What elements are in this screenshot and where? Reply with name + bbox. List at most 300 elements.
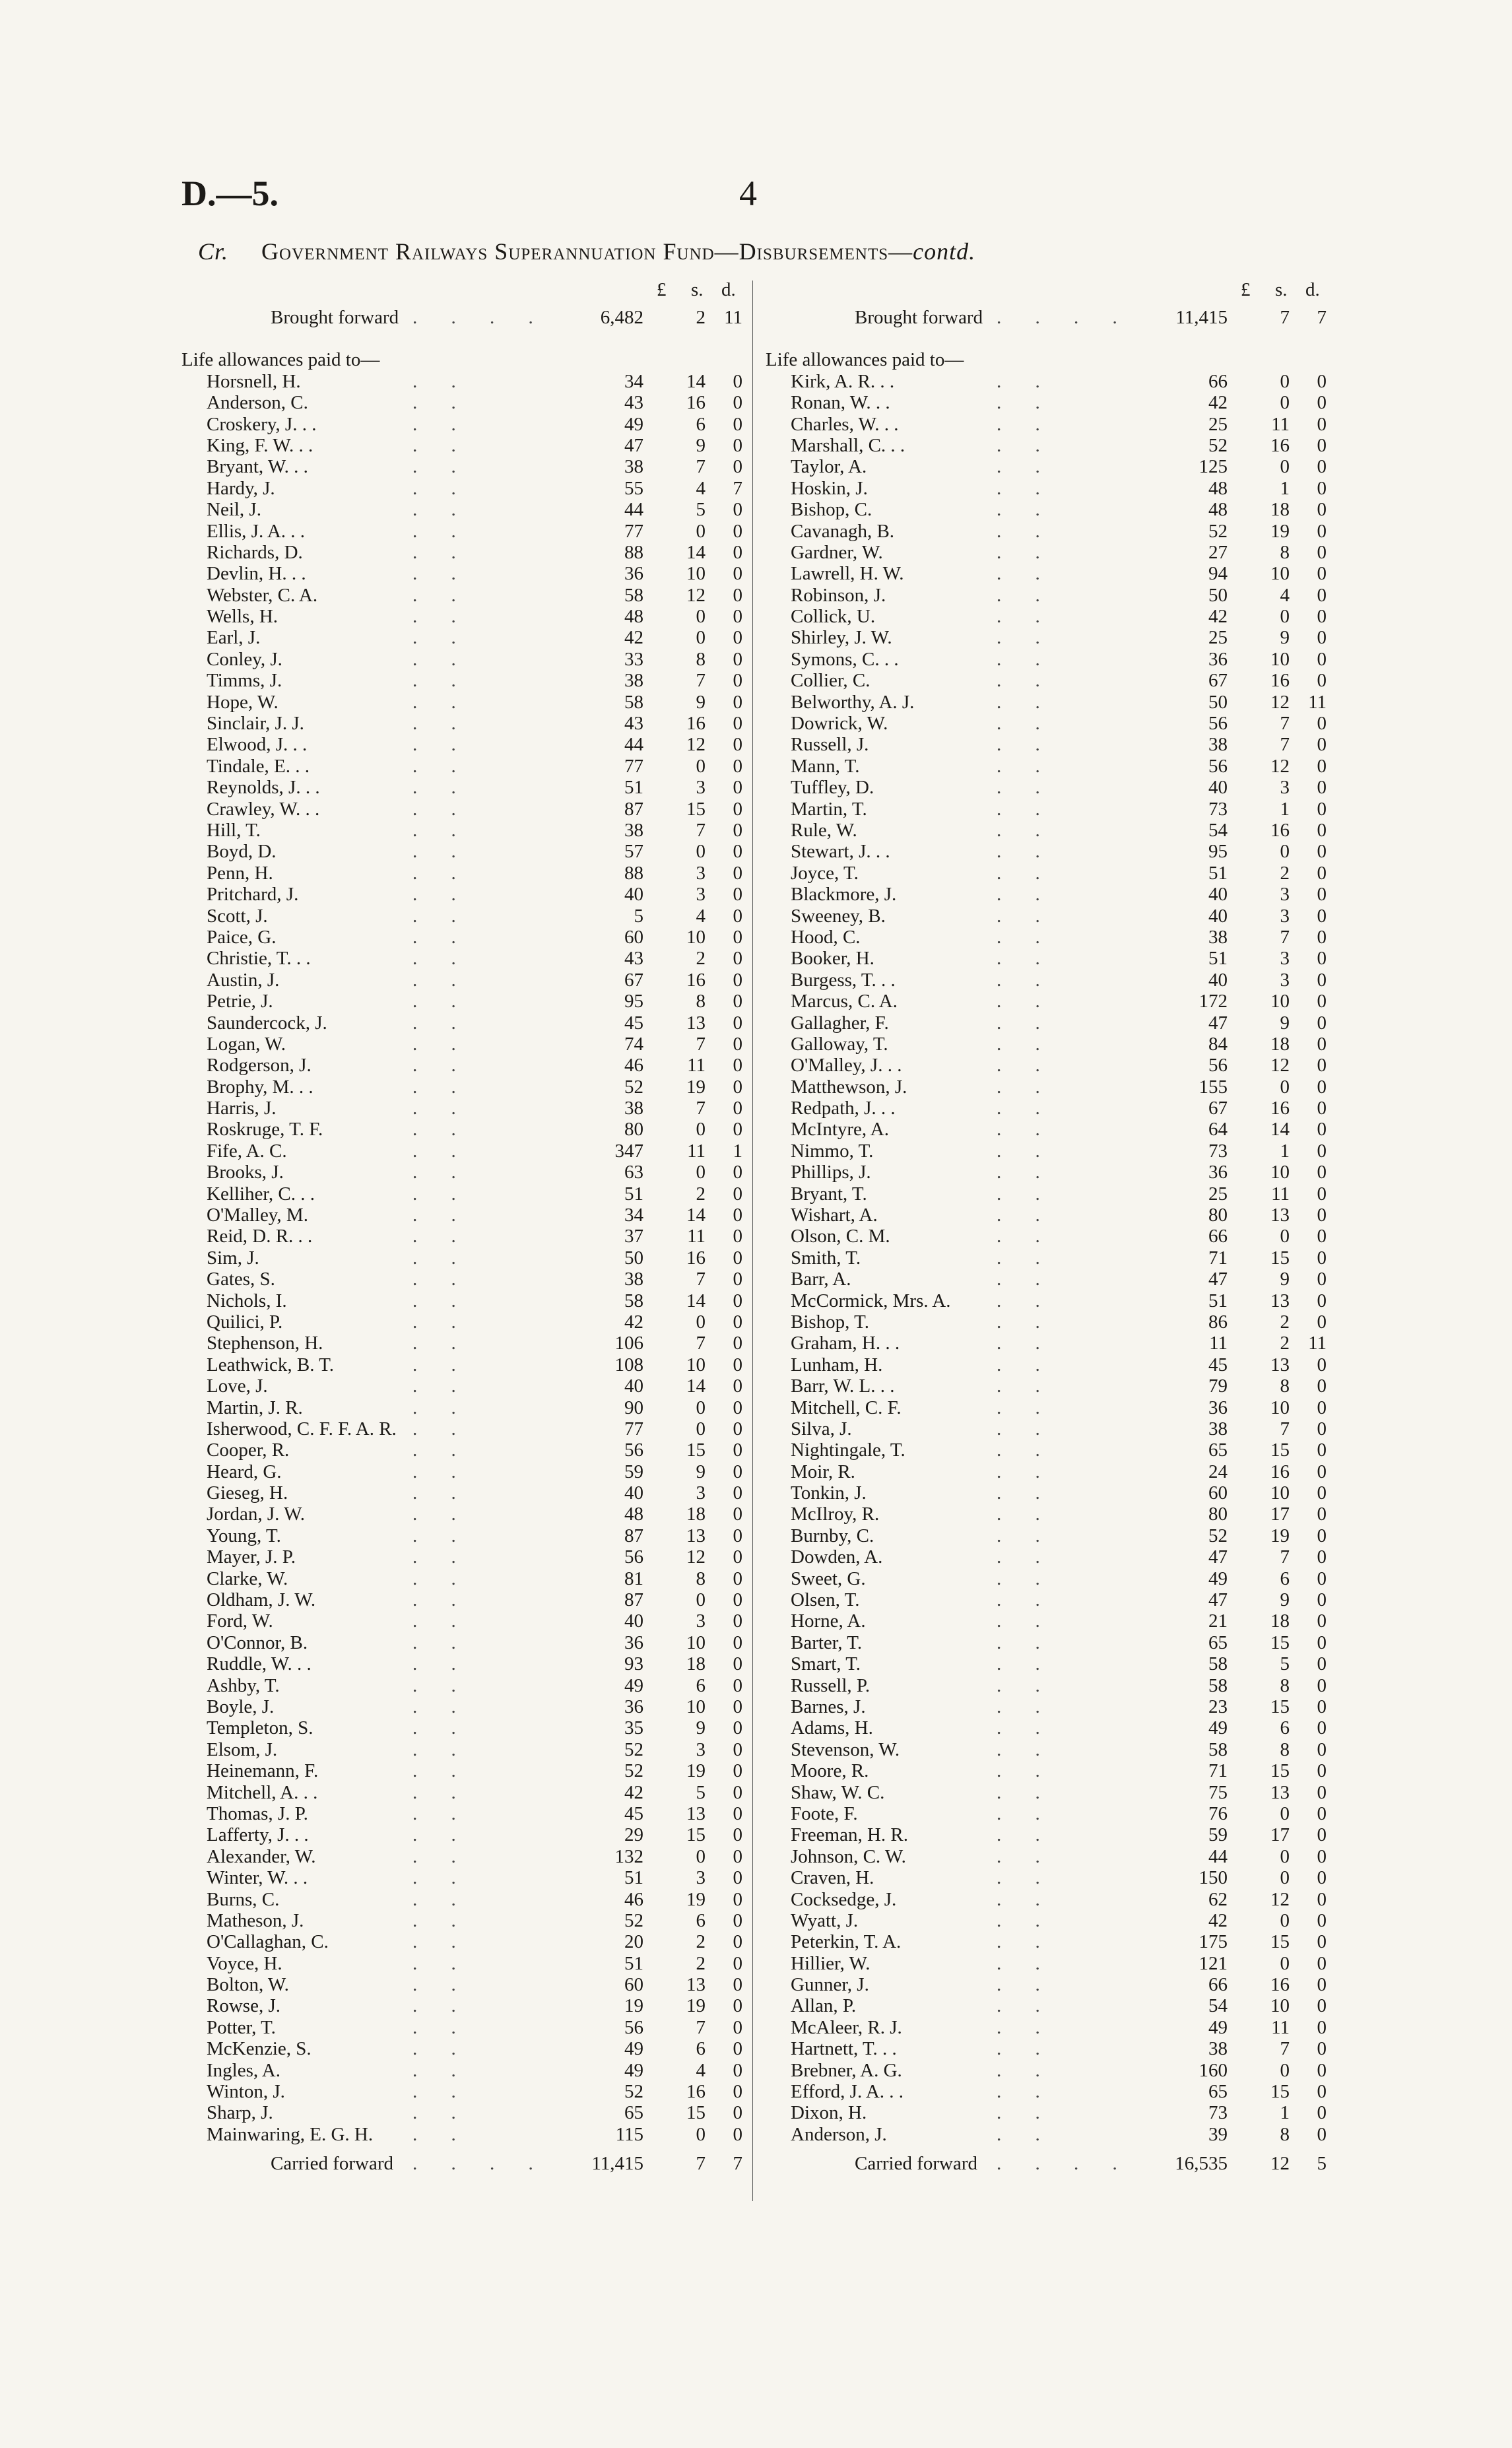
recipient-name: Petrie, J. <box>207 991 273 1012</box>
amount-pounds: 49 <box>624 1674 643 1696</box>
leader-dots: . . <box>997 1632 1055 1653</box>
amount-pounds: 40 <box>1208 884 1228 906</box>
amount-shillings: 16 <box>686 2081 706 2103</box>
amount-pounds: 51 <box>624 777 643 799</box>
amount-shillings: 3 <box>696 1867 706 1889</box>
allowance-row <box>181 1824 756 1845</box>
amount-pence: 0 <box>733 1696 742 1717</box>
amount-shillings: 7 <box>696 456 706 478</box>
amount-pence: 0 <box>733 1098 742 1119</box>
leader-dots: . . <box>997 520 1055 542</box>
amount-pounds: 73 <box>1208 1140 1228 1162</box>
allowance-row <box>181 927 756 948</box>
recipient-name: Reynolds, J. . . <box>207 777 320 799</box>
amount-shillings: 17 <box>1270 1824 1290 1846</box>
amount-pounds: 44 <box>1208 1845 1228 1867</box>
amount-pence: 0 <box>1317 1290 1327 1311</box>
amount-pounds: 47 <box>1208 1546 1228 1568</box>
allowance-row <box>181 2102 756 2123</box>
leader-dots: . . <box>412 1974 471 1996</box>
leader-dots: . . <box>412 755 471 777</box>
allowance-row <box>766 1867 1340 1888</box>
amount-pence: 0 <box>1317 2038 1327 2060</box>
allowance-row <box>181 1995 756 2016</box>
allowance-row <box>181 1760 756 1781</box>
allowance-row <box>181 1461 756 1482</box>
amount-shillings: 18 <box>686 1653 706 1675</box>
allowance-row <box>181 1739 756 1760</box>
recipient-name: Young, T. <box>207 1525 281 1546</box>
leader-dots: . . <box>412 1076 471 1098</box>
allowance-row <box>766 1546 1340 1568</box>
allowance-row <box>181 1354 756 1375</box>
amount-shillings: 13 <box>1270 1290 1290 1311</box>
amount-pounds: 155 <box>1199 1076 1228 1098</box>
amount-pounds: 25 <box>1208 1183 1228 1205</box>
allowance-row <box>181 1546 756 1568</box>
amount-pounds: 52 <box>624 1909 643 1931</box>
amount-shillings: 0 <box>1280 370 1290 392</box>
leader-dots: . . <box>412 584 471 606</box>
allowance-row <box>181 414 756 435</box>
amount-shillings: 15 <box>1270 1760 1290 1782</box>
amount-pounds: 48 <box>1208 477 1228 499</box>
amount-shillings: 12 <box>1270 691 1290 713</box>
recipient-name: Mann, T. <box>791 755 860 777</box>
recipient-name: Webster, C. A. <box>207 584 318 606</box>
amount-pence: 0 <box>733 1311 742 1333</box>
amount-shillings: 16 <box>686 1247 706 1269</box>
allowance-row <box>181 649 756 670</box>
amount-pounds: 81 <box>624 1568 643 1589</box>
amount-shillings: 0 <box>696 1845 706 1867</box>
recipient-name: O'Malley, M. <box>207 1205 308 1226</box>
recipient-name: Robinson, J. <box>791 584 886 606</box>
recipient-name: Kirk, A. R. . . <box>791 370 895 392</box>
amount-pounds: 93 <box>624 1653 643 1675</box>
leader-dots: . . <box>412 841 471 863</box>
amount-pounds: 52 <box>1208 1525 1228 1546</box>
leader-dots: . . <box>412 1418 471 1439</box>
amount-shillings: 3 <box>696 777 706 799</box>
recipient-name: Earl, J. <box>207 627 261 649</box>
recipient-name: Martin, T. <box>791 798 867 820</box>
leader-dots: . . <box>412 1482 471 1504</box>
amount-pounds: 36 <box>624 1696 643 1717</box>
amount-pence: 0 <box>733 1995 742 2017</box>
leader-dots: . . <box>412 1397 471 1418</box>
recipient-name: McKenzie, S. <box>207 2038 312 2060</box>
amount-shillings: 3 <box>696 1610 706 1632</box>
allowance-row <box>181 1782 756 1803</box>
amount-pounds: 11,415 <box>591 2153 643 2175</box>
amount-pence: 0 <box>1317 1525 1327 1546</box>
amount-pounds: 63 <box>624 1162 643 1183</box>
amount-pence: 0 <box>733 648 742 670</box>
amount-pounds: 58 <box>624 1290 643 1311</box>
amount-pence: 0 <box>733 969 742 991</box>
allowance-row <box>766 1525 1340 1546</box>
leader-dots: . . <box>412 1931 471 1953</box>
amount-pounds: 48 <box>1208 499 1228 521</box>
amount-pence: 0 <box>733 1504 742 1525</box>
leader-dots: . . . . <box>997 2153 1132 2175</box>
amount-pence: 0 <box>733 755 742 777</box>
amount-pence: 0 <box>733 713 742 735</box>
recipient-name: Sweeney, B. <box>791 905 886 927</box>
amount-pence: 0 <box>1317 1012 1327 1034</box>
amount-shillings: 1 <box>1280 1140 1290 1162</box>
leader-dots: . . <box>412 1290 471 1311</box>
amount-shillings: 5 <box>1280 1653 1290 1675</box>
recipient-name: Marcus, C. A. <box>791 991 898 1012</box>
leader-dots: . . . . <box>997 307 1132 328</box>
recipient-name: Oldham, J. W. <box>207 1589 316 1611</box>
leader-dots: . . <box>412 1546 471 1568</box>
recipient-name: Ingles, A. <box>207 2059 280 2081</box>
amount-shillings: 2 <box>1280 1333 1290 1354</box>
amount-shillings: 15 <box>686 1439 706 1461</box>
amount-shillings: 15 <box>1270 2081 1290 2103</box>
leader-dots: . . <box>412 1012 471 1034</box>
leader-dots: . . <box>412 2016 471 2038</box>
recipient-name: Gallagher, F. <box>791 1012 889 1034</box>
recipient-name: Mitchell, A. . . <box>207 1781 318 1803</box>
recipient-name: Hillier, W. <box>791 1952 871 1974</box>
leader-dots: . . <box>997 1867 1055 1889</box>
allowance-row <box>181 435 756 456</box>
recipient-name: Gunner, J. <box>791 1974 869 1996</box>
leader-dots: . . <box>412 798 471 820</box>
amount-pence: 0 <box>733 798 742 820</box>
amount-pence: 0 <box>1317 969 1327 991</box>
leader-dots: . . <box>412 1055 471 1076</box>
recipient-name: Jordan, J. W. <box>207 1504 306 1525</box>
leader-dots: . . <box>412 1205 471 1226</box>
recipient-name: Roskruge, T. F. <box>207 1119 323 1141</box>
leader-dots: . . <box>412 1824 471 1846</box>
amount-pounds: 35 <box>624 1717 643 1739</box>
amount-pence: 0 <box>1317 1995 1327 2017</box>
amount-pence: 0 <box>733 541 742 563</box>
allowance-row <box>766 991 1340 1012</box>
allowance-row <box>181 1311 756 1333</box>
leader-dots: . . <box>412 1717 471 1739</box>
allowance-row <box>766 1504 1340 1525</box>
amount-shillings: 0 <box>1280 456 1290 478</box>
leader-dots: . . <box>412 1119 471 1141</box>
amount-pence: 0 <box>733 1354 742 1375</box>
amount-pounds: 40 <box>624 1482 643 1504</box>
leader-dots: . . <box>412 691 471 713</box>
pence-unit: d. <box>1305 279 1320 300</box>
amount-pence: 0 <box>1317 670 1327 692</box>
recipient-name: Love, J. <box>207 1375 268 1397</box>
recipient-name: King, F. W. . . <box>207 434 313 456</box>
recipient-name: Galloway, T. <box>791 1033 888 1055</box>
leader-dots: . . <box>412 991 471 1012</box>
amount-pence: 0 <box>1317 520 1327 542</box>
amount-pence: 0 <box>1317 777 1327 799</box>
amount-shillings: 19 <box>686 1076 706 1098</box>
amount-pounds: 43 <box>624 948 643 970</box>
amount-pence: 0 <box>733 1055 742 1076</box>
allowance-row <box>181 1205 756 1226</box>
recipient-name: Charles, W. . . <box>791 413 899 435</box>
allowance-row <box>766 1974 1340 1995</box>
amount-pounds: 65 <box>1208 1632 1228 1653</box>
leader-dots: . . <box>412 1098 471 1119</box>
allowance-row <box>181 1247 756 1269</box>
leader-dots: . . <box>997 1397 1055 1418</box>
amount-shillings: 12 <box>1270 755 1290 777</box>
recipient-name: McIntyre, A. <box>791 1119 889 1141</box>
amount-pence: 0 <box>1317 926 1327 948</box>
amount-pounds: 57 <box>624 841 643 863</box>
recipient-name: Lunham, H. <box>791 1354 883 1375</box>
amount-pounds: 95 <box>1208 841 1228 863</box>
allowance-row <box>181 542 756 563</box>
amount-pounds: 38 <box>1208 2038 1228 2060</box>
amount-shillings: 6 <box>696 2038 706 2060</box>
allowance-row <box>766 1889 1340 1910</box>
amount-pence: 0 <box>733 1888 742 1910</box>
recipient-name: Barter, T. <box>791 1632 863 1653</box>
allowance-row <box>181 1482 756 1504</box>
title-contd: contd. <box>913 238 976 265</box>
leader-dots: . . <box>997 1845 1055 1867</box>
recipient-name: Olsen, T. <box>791 1589 860 1611</box>
allowance-row <box>181 2124 756 2145</box>
amount-pence: 0 <box>1317 1439 1327 1461</box>
amount-pounds: 56 <box>1208 713 1228 735</box>
recipient-name: Graham, H. . . <box>791 1333 900 1354</box>
amount-pounds: 20 <box>624 1931 643 1953</box>
allowance-row <box>766 1739 1340 1760</box>
amount-pence: 0 <box>1317 2059 1327 2081</box>
amount-shillings: 9 <box>696 691 706 713</box>
amount-pence: 0 <box>733 627 742 649</box>
recipient-name: Lafferty, J. . . <box>207 1824 309 1846</box>
amount-pounds: 38 <box>1208 734 1228 756</box>
allowance-row <box>766 1931 1340 1952</box>
amount-shillings: 18 <box>1270 1033 1290 1055</box>
amount-pence: 0 <box>1317 477 1327 499</box>
amount-pence: 5 <box>1317 2153 1327 2175</box>
recipient-name: Joyce, T. <box>791 862 859 884</box>
allowance-row <box>181 1141 756 1162</box>
amount-pounds: 49 <box>1208 1568 1228 1589</box>
amount-shillings: 16 <box>1270 1974 1290 1996</box>
leader-dots: . . <box>412 948 471 970</box>
amount-shillings: 3 <box>696 884 706 906</box>
recipient-name: Dixon, H. <box>791 2102 867 2124</box>
amount-pounds: 59 <box>624 1461 643 1482</box>
amount-pence: 0 <box>1317 948 1327 970</box>
brought-forward-row <box>181 307 756 328</box>
leader-dots: . . <box>412 2038 471 2060</box>
leader-dots: . . <box>997 477 1055 499</box>
amount-pence: 0 <box>1317 1482 1327 1504</box>
page-title <box>198 238 975 265</box>
amount-shillings: 14 <box>686 370 706 392</box>
allowance-row <box>181 1290 756 1311</box>
amount-pounds: 77 <box>624 755 643 777</box>
amount-pounds: 50 <box>1208 691 1228 713</box>
allowance-row <box>766 371 1340 392</box>
leader-dots: . . <box>412 2059 471 2081</box>
recipient-name: Brophy, M. . . <box>207 1076 313 1098</box>
allowance-row <box>181 1162 756 1183</box>
amount-shillings: 13 <box>686 1012 706 1034</box>
amount-pence: 0 <box>1317 905 1327 927</box>
recipient-name: Harris, J. <box>207 1098 277 1119</box>
amount-pounds: 36 <box>1208 648 1228 670</box>
leader-dots: . . <box>997 434 1055 456</box>
amount-shillings: 16 <box>1270 819 1290 841</box>
allowance-row <box>181 1696 756 1717</box>
recipient-name: Barnes, J. <box>791 1696 866 1717</box>
leader-dots: . . <box>997 713 1055 735</box>
leader-dots: . . <box>997 2059 1055 2081</box>
amount-pence: 0 <box>733 1247 742 1269</box>
amount-pounds: 38 <box>624 1098 643 1119</box>
allowance-row <box>766 756 1340 777</box>
amount-pence: 0 <box>1317 1033 1327 1055</box>
amount-pence: 0 <box>733 2016 742 2038</box>
leader-dots: . . <box>997 969 1055 991</box>
leader-dots: . . <box>997 1525 1055 1546</box>
amount-pounds: 29 <box>624 1824 643 1846</box>
allowance-row <box>181 777 756 798</box>
amount-shillings: 6 <box>1280 1717 1290 1739</box>
amount-shillings: 7 <box>1280 1418 1290 1439</box>
allowance-row <box>766 478 1340 499</box>
amount-pence: 0 <box>733 1333 742 1354</box>
amount-pounds: 49 <box>624 413 643 435</box>
amount-pence: 0 <box>733 734 742 756</box>
amount-shillings: 4 <box>696 905 706 927</box>
recipient-name: Martin, J. R. <box>207 1397 303 1418</box>
amount-pounds: 42 <box>1208 606 1228 628</box>
recipient-name: Reid, D. R. . . <box>207 1226 313 1247</box>
pence-unit: d. <box>721 279 736 300</box>
amount-pounds: 56 <box>1208 1055 1228 1076</box>
recipient-name: Dowrick, W. <box>791 713 888 735</box>
allowance-row <box>766 2060 1340 2081</box>
recipient-name: Silva, J. <box>791 1418 852 1439</box>
recipient-name: Bishop, C. <box>791 499 872 521</box>
leader-dots: . . <box>412 606 471 628</box>
amount-pence: 0 <box>733 1205 742 1226</box>
amount-pounds: 25 <box>1208 413 1228 435</box>
allowance-row <box>181 2038 756 2059</box>
amount-shillings: 0 <box>1280 1803 1290 1824</box>
recipient-name: Collier, C. <box>791 670 871 692</box>
amount-shillings: 3 <box>696 862 706 884</box>
amount-shillings: 2 <box>696 948 706 970</box>
amount-shillings: 13 <box>686 1803 706 1824</box>
recipient-name: Marshall, C. . . <box>791 434 905 456</box>
allowance-row <box>181 1931 756 1952</box>
amount-pence: 0 <box>733 1439 742 1461</box>
allowance-row <box>766 1696 1340 1717</box>
recipient-name: Cocksedge, J. <box>791 1888 897 1910</box>
allowance-row <box>181 692 756 713</box>
recipient-name: Gieseg, H. <box>207 1482 288 1504</box>
allowance-row <box>181 1076 756 1098</box>
recipient-name: Scott, J. <box>207 905 268 927</box>
recipient-name: Voyce, H. <box>207 1952 282 1974</box>
amount-shillings: 19 <box>1270 1525 1290 1546</box>
amount-pence: 0 <box>733 1568 742 1589</box>
amount-shillings: 9 <box>696 434 706 456</box>
recipient-name: Penn, H. <box>207 862 273 884</box>
leader-dots: . . <box>997 1098 1055 1119</box>
leader-dots: . . <box>997 1333 1055 1354</box>
recipient-name: Gates, S. <box>207 1269 275 1290</box>
amount-pence: 0 <box>1317 1098 1327 1119</box>
allowance-row <box>766 1290 1340 1311</box>
allowance-row <box>766 1183 1340 1205</box>
amount-pence: 0 <box>1317 1568 1327 1589</box>
leader-dots: . . <box>997 1610 1055 1632</box>
amount-shillings: 4 <box>1280 584 1290 606</box>
amount-pounds: 46 <box>624 1055 643 1076</box>
leader-dots: . . <box>412 2123 471 2145</box>
amount-pounds: 87 <box>624 798 643 820</box>
allowance-row <box>766 2081 1340 2102</box>
allowance-row <box>181 713 756 734</box>
amount-shillings: 10 <box>1270 563 1290 585</box>
allowance-row <box>766 670 1340 691</box>
leader-dots: . . . . <box>412 2153 548 2175</box>
amount-pounds: 40 <box>1208 969 1228 991</box>
amount-shillings: 0 <box>1280 392 1290 414</box>
allowance-row <box>766 1141 1340 1162</box>
leader-dots: . . <box>997 1909 1055 1931</box>
amount-pounds: 132 <box>614 1845 643 1867</box>
amount-pounds: 106 <box>614 1333 643 1354</box>
amount-shillings: 3 <box>1280 948 1290 970</box>
amount-shillings: 0 <box>696 1162 706 1183</box>
recipient-name: Olson, C. M. <box>791 1226 890 1247</box>
amount-shillings: 6 <box>696 1909 706 1931</box>
allowance-row <box>181 1012 756 1034</box>
amount-pence: 0 <box>1317 1269 1327 1290</box>
amount-pounds: 25 <box>1208 627 1228 649</box>
amount-pounds: 87 <box>624 1525 643 1546</box>
credit-label: Cr. <box>198 238 229 265</box>
leader-dots: . . <box>997 1290 1055 1311</box>
recipient-name: Burgess, T. . . <box>791 969 896 991</box>
allowance-row <box>766 1205 1340 1226</box>
amount-pence: 0 <box>1317 563 1327 585</box>
amount-pence: 0 <box>1317 1867 1327 1889</box>
recipient-name: Taylor, A. <box>791 456 867 478</box>
leader-dots: . . <box>997 1247 1055 1269</box>
leader-dots: . . <box>997 1504 1055 1525</box>
amount-pence: 0 <box>1317 1824 1327 1846</box>
allowance-row <box>766 414 1340 435</box>
allowance-row <box>766 1269 1340 1290</box>
allowance-row <box>181 820 756 841</box>
allowance-row <box>766 1589 1340 1610</box>
amount-pounds: 51 <box>624 1183 643 1205</box>
recipient-name: Paice, G. <box>207 926 277 948</box>
leader-dots: . . <box>412 884 471 906</box>
amount-shillings: 10 <box>1270 1397 1290 1418</box>
